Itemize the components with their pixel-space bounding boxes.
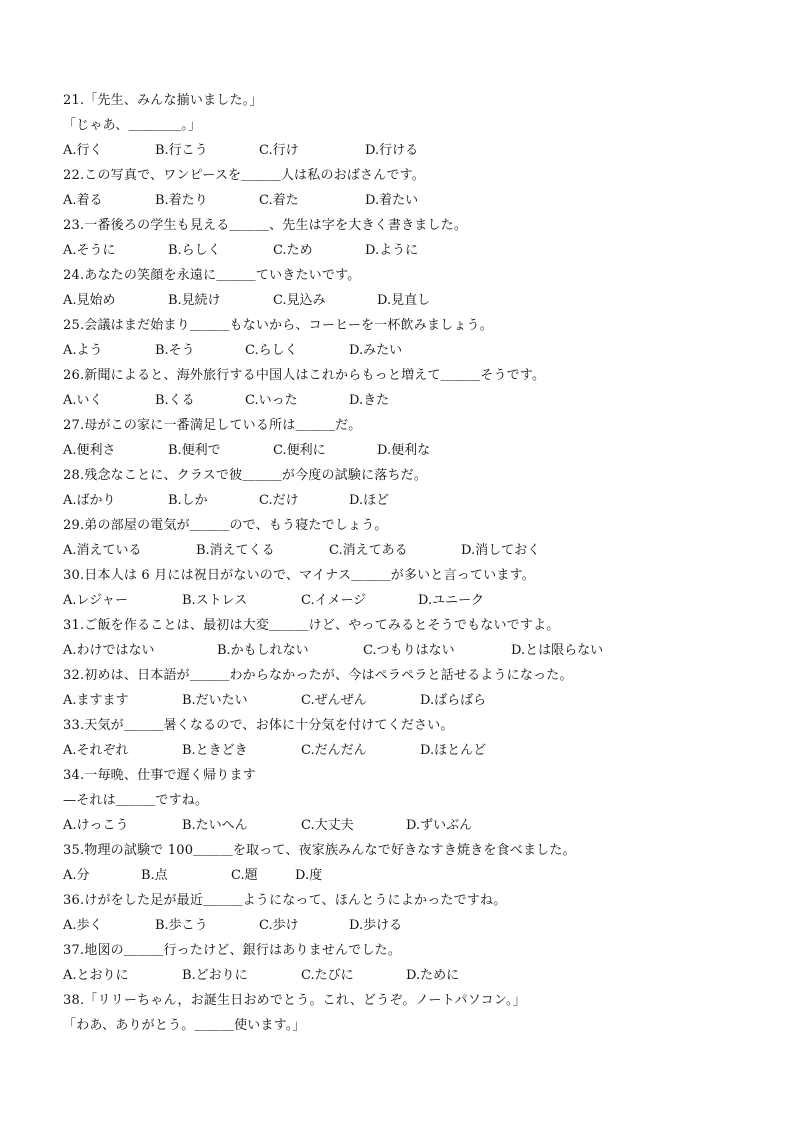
question-29-text: 29.弟の部屋の電気が＿＿＿ので、もう寝たでしょう。 (63, 518, 388, 533)
question-36-options (63, 913, 743, 938)
option-c: C.ため (273, 243, 313, 258)
question-35-options (63, 863, 743, 888)
option-a: A.よう (63, 343, 103, 358)
question-37-text: 37.地図の＿＿＿行ったけど、銀行はありませんでした。 (63, 943, 402, 958)
question-21-text: 21.「先生、みんな揃いました。」 (63, 93, 263, 108)
option-c: C.見込み (273, 293, 326, 308)
option-c: C.大丈夫 (301, 818, 354, 833)
question-29-options (63, 538, 743, 563)
question-list (63, 88, 743, 1038)
option-a: A.ばかり (63, 493, 116, 508)
option-a: A.いく (63, 393, 103, 408)
option-c: C.イメージ (301, 593, 367, 608)
option-a: A.見始め (63, 293, 116, 308)
question-21-options (63, 138, 743, 163)
option-b: B.点 (141, 868, 168, 883)
option-d: D.みたい (349, 343, 403, 358)
question-33-text: 33.天気が＿＿＿暑くなるので、お体に十分気を付けてください。 (63, 718, 454, 733)
option-d: D.とは限らない (511, 643, 604, 658)
question-34-options (63, 813, 743, 838)
question-27-options (63, 438, 743, 463)
option-b: B.しか (168, 493, 208, 508)
option-a: A.消えている (63, 543, 142, 558)
option-d: D.便利な (377, 443, 431, 458)
option-b: B.消えてくる (196, 543, 275, 558)
option-b: B.行こう (155, 143, 208, 158)
option-a: A.けっこう (63, 818, 129, 833)
option-c: C.歩け (259, 918, 299, 933)
option-c: C.つもりはない (363, 643, 455, 658)
option-b: B.だいたい (182, 693, 248, 708)
option-a: A.それぞれ (63, 743, 129, 758)
option-d: D.ように (365, 243, 419, 258)
option-d: D.見直し (377, 293, 431, 308)
question-33-options (63, 738, 743, 763)
question-28-options (63, 488, 743, 513)
option-b: B.便利で (168, 443, 221, 458)
option-b: B.ときどき (182, 743, 248, 758)
question-30-text: 30.日本人は 6 月には祝日がないので、マイナス＿＿＿が多いと言っています。 (63, 568, 535, 583)
option-d: D.ほど (349, 493, 390, 508)
option-b: B.着たり (155, 193, 208, 208)
option-d: D.ほとんど (420, 743, 487, 758)
question-34-text-2: —それは＿＿＿ですね。 (63, 793, 209, 808)
option-a: A.分 (63, 868, 90, 883)
question-26-options (63, 388, 743, 413)
option-a: A.着る (63, 193, 103, 208)
option-c: C.消えてある (329, 543, 408, 558)
question-22-text: 22.この写真で、ワンピースを＿＿＿人は私のおばさんです。 (63, 168, 426, 183)
option-d: D.着たい (365, 193, 419, 208)
question-38-text-2: 「わあ、ありがとう。＿＿＿使います。」 (63, 1018, 306, 1033)
option-c: C.いった (245, 393, 298, 408)
question-31-text: 31.ご飯を作ることは、最初は大変＿＿＿けど、やってみるとそうでもないですよ。 (63, 618, 560, 633)
option-b: B.ストレス (182, 593, 248, 608)
option-a: A.便利さ (63, 443, 116, 458)
option-c: C.題 (231, 868, 258, 883)
option-b: B.どおりに (182, 968, 248, 983)
option-d: D.ばらばら (420, 693, 487, 708)
question-34-text: 34.一毎晩、仕事で遅く帰ります (63, 768, 256, 783)
option-d: D.行ける (365, 143, 419, 158)
question-25-text: 25.会議はまだ始まり＿＿＿もないから、コーヒーを一杯飲みましょう。 (63, 318, 493, 333)
option-b: B.たいへん (182, 818, 248, 833)
option-d: D.ずいぶん (406, 818, 473, 833)
question-26-text: 26.新聞によると、海外旅行する中国人はこれからもっと増えて＿＿＿そうです。 (63, 368, 546, 383)
option-a: A.レジャー (63, 593, 128, 608)
question-21-text-2: 「じゃあ、＿＿＿＿。」 (63, 118, 202, 133)
option-a: A.行く (63, 143, 103, 158)
question-32-text: 32.初めは、日本語が＿＿＿わからなかったが、今はペラペラと話せるようになった。 (63, 668, 573, 683)
option-d: D.きた (349, 393, 390, 408)
question-28-text: 28.残念なことに、クラスで彼＿＿＿が今度の試験に落ちだ。 (63, 468, 428, 483)
option-b: B.見続け (168, 293, 221, 308)
option-d: D.歩ける (349, 918, 403, 933)
option-c: C.行け (259, 143, 299, 158)
option-a: A.とおりに (63, 968, 129, 983)
option-c: C.らしく (245, 343, 298, 358)
option-a: A.そうに (63, 243, 116, 258)
option-a: A.ますます (63, 693, 129, 708)
question-24-options (63, 288, 743, 313)
question-36-text: 36.けがをした足が最近＿＿＿ようになって、ほんとうによかったですね。 (63, 893, 507, 908)
question-25-options (63, 338, 743, 363)
question-23-options (63, 238, 743, 263)
option-d: D.消しておく (461, 543, 541, 558)
option-b: B.歩こう (155, 918, 208, 933)
option-c: C.ぜんぜん (301, 693, 367, 708)
question-22-options (63, 188, 743, 213)
option-d: D.ために (406, 968, 460, 983)
option-a: A.わけではない (63, 643, 155, 658)
option-c: C.便利に (273, 443, 326, 458)
question-37-options (63, 963, 743, 988)
option-b: B.らしく (168, 243, 221, 258)
option-b: B.くる (155, 393, 195, 408)
question-24-text: 24.あなたの笑顔を永遠に＿＿＿ていきたいです。 (63, 268, 361, 283)
option-b: B.かもしれない (217, 643, 309, 658)
question-23-text: 23.一番後ろの学生も見える＿＿＿、先生は字を大きく書きました。 (63, 218, 468, 233)
question-30-options (63, 588, 743, 613)
option-c: C.たびに (301, 968, 354, 983)
question-38-text: 38.「リリーちゃん，お誕生日おめでとう。これ、どうぞ。ノートパソコン。」 (63, 993, 526, 1008)
question-32-options (63, 688, 743, 713)
option-d: D.ユニーク (418, 593, 485, 608)
question-35-text: 35.物理の試験で 100＿＿＿を取って、夜家族みんなで好きなすき焼きを食べました。 (63, 843, 576, 858)
option-b: B.そう (155, 343, 195, 358)
option-c: C.だんだん (301, 743, 367, 758)
option-c: C.だけ (259, 493, 299, 508)
option-a: A.歩く (63, 918, 103, 933)
option-d: D.度 (295, 868, 323, 883)
option-c: C.着た (259, 193, 299, 208)
question-31-options (63, 638, 743, 663)
question-27-text: 27.母がこの家に一番満足している所は＿＿＿だ。 (63, 418, 362, 433)
